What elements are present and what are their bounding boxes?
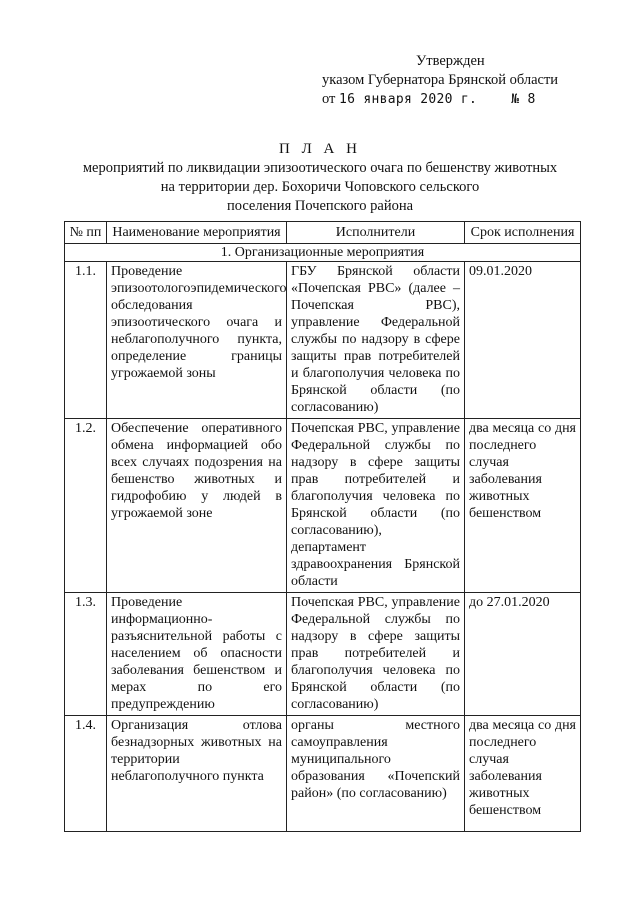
title-line-1: мероприятий по ликвидации эпизоотического очага по бешенству животных xyxy=(82,160,558,176)
approval-line-1: Утвержден xyxy=(416,53,485,69)
section-title: 1. Организационные мероприятия xyxy=(65,244,581,262)
section-row xyxy=(65,244,581,262)
header-number: № пп xyxy=(65,222,107,244)
row-name: Обеспечение оперативного обмена информацией обо всех случаях подозрения на бешенство животных и гидрофобию у людей в угрожаемой зоне xyxy=(107,419,287,593)
header-deadline: Срок исполнения xyxy=(465,222,581,244)
table-row xyxy=(65,419,581,593)
table-header-row xyxy=(65,222,581,244)
title-line-3: поселения Почепского района xyxy=(226,198,414,214)
row-executors: ГБУ Брянской области «Почепская РВС» (далее – Почепская РВС), управление Федеральной службы по надзору в сфере защиты прав потребителей и благополучия человека по Брянской области (по согласованию) xyxy=(287,262,465,419)
row-number: 1.1. xyxy=(65,262,107,419)
title-line-2: на территории дер. Бохоричи Чоповского сельского xyxy=(160,179,480,195)
row-deadline: 09.01.2020 xyxy=(465,262,581,419)
row-name: Проведение информационно-разъяснительной работы с населением об опасности заболевания бешенством и мерах по его предупреждению xyxy=(107,593,287,716)
row-number: 1.4. xyxy=(65,716,107,832)
row-name: Организация отлова безнадзорных животных на территории неблагополучного пункта xyxy=(107,716,287,832)
header-executors: Исполнители xyxy=(287,222,465,244)
row-number: 1.2. xyxy=(65,419,107,593)
row-name: Проведение эпизоотологоэпидемического обследования эпизоотического очага и неблагополучного пункта, определение границы угрожаемой зоны xyxy=(107,262,287,419)
table-row xyxy=(65,593,581,716)
table-row xyxy=(65,262,581,419)
row-deadline: два месяца со дня последнего случая заболевания животных бешенством xyxy=(465,419,581,593)
approval-block xyxy=(322,52,622,109)
approval-date-prefix: от xyxy=(322,91,336,107)
approval-line-2: указом Губернатора Брянской области xyxy=(322,72,559,88)
table-row xyxy=(65,716,581,832)
document-title xyxy=(40,140,600,216)
approval-number: № 8 xyxy=(511,92,536,107)
header-name: Наименование мероприятия xyxy=(107,222,287,244)
plan-table xyxy=(64,221,581,832)
row-deadline: до 27.01.2020 xyxy=(465,593,581,716)
row-executors: органы местного самоуправления муниципального образования «Почепский район» (по согласованию) xyxy=(287,716,465,832)
approval-date: 16 января 2020 г. xyxy=(339,92,478,107)
row-deadline: два месяца со дня последнего случая заболевания животных бешенством xyxy=(465,716,581,832)
row-executors: Почепская РВС, управление Федеральной службы по надзору в сфере защиты прав потребителей и благополучия человека по Брянской области (по согласованию), департамент здравоохранения Брянской области xyxy=(287,419,465,593)
row-number: 1.3. xyxy=(65,593,107,716)
row-executors: Почепская РВС, управление Федеральной службы по надзору в сфере защиты прав потребителей и благополучия человека по Брянской области (по согласованию) xyxy=(287,593,465,716)
approval-line-3 xyxy=(322,90,622,109)
plan-heading: П Л А Н xyxy=(279,141,361,157)
